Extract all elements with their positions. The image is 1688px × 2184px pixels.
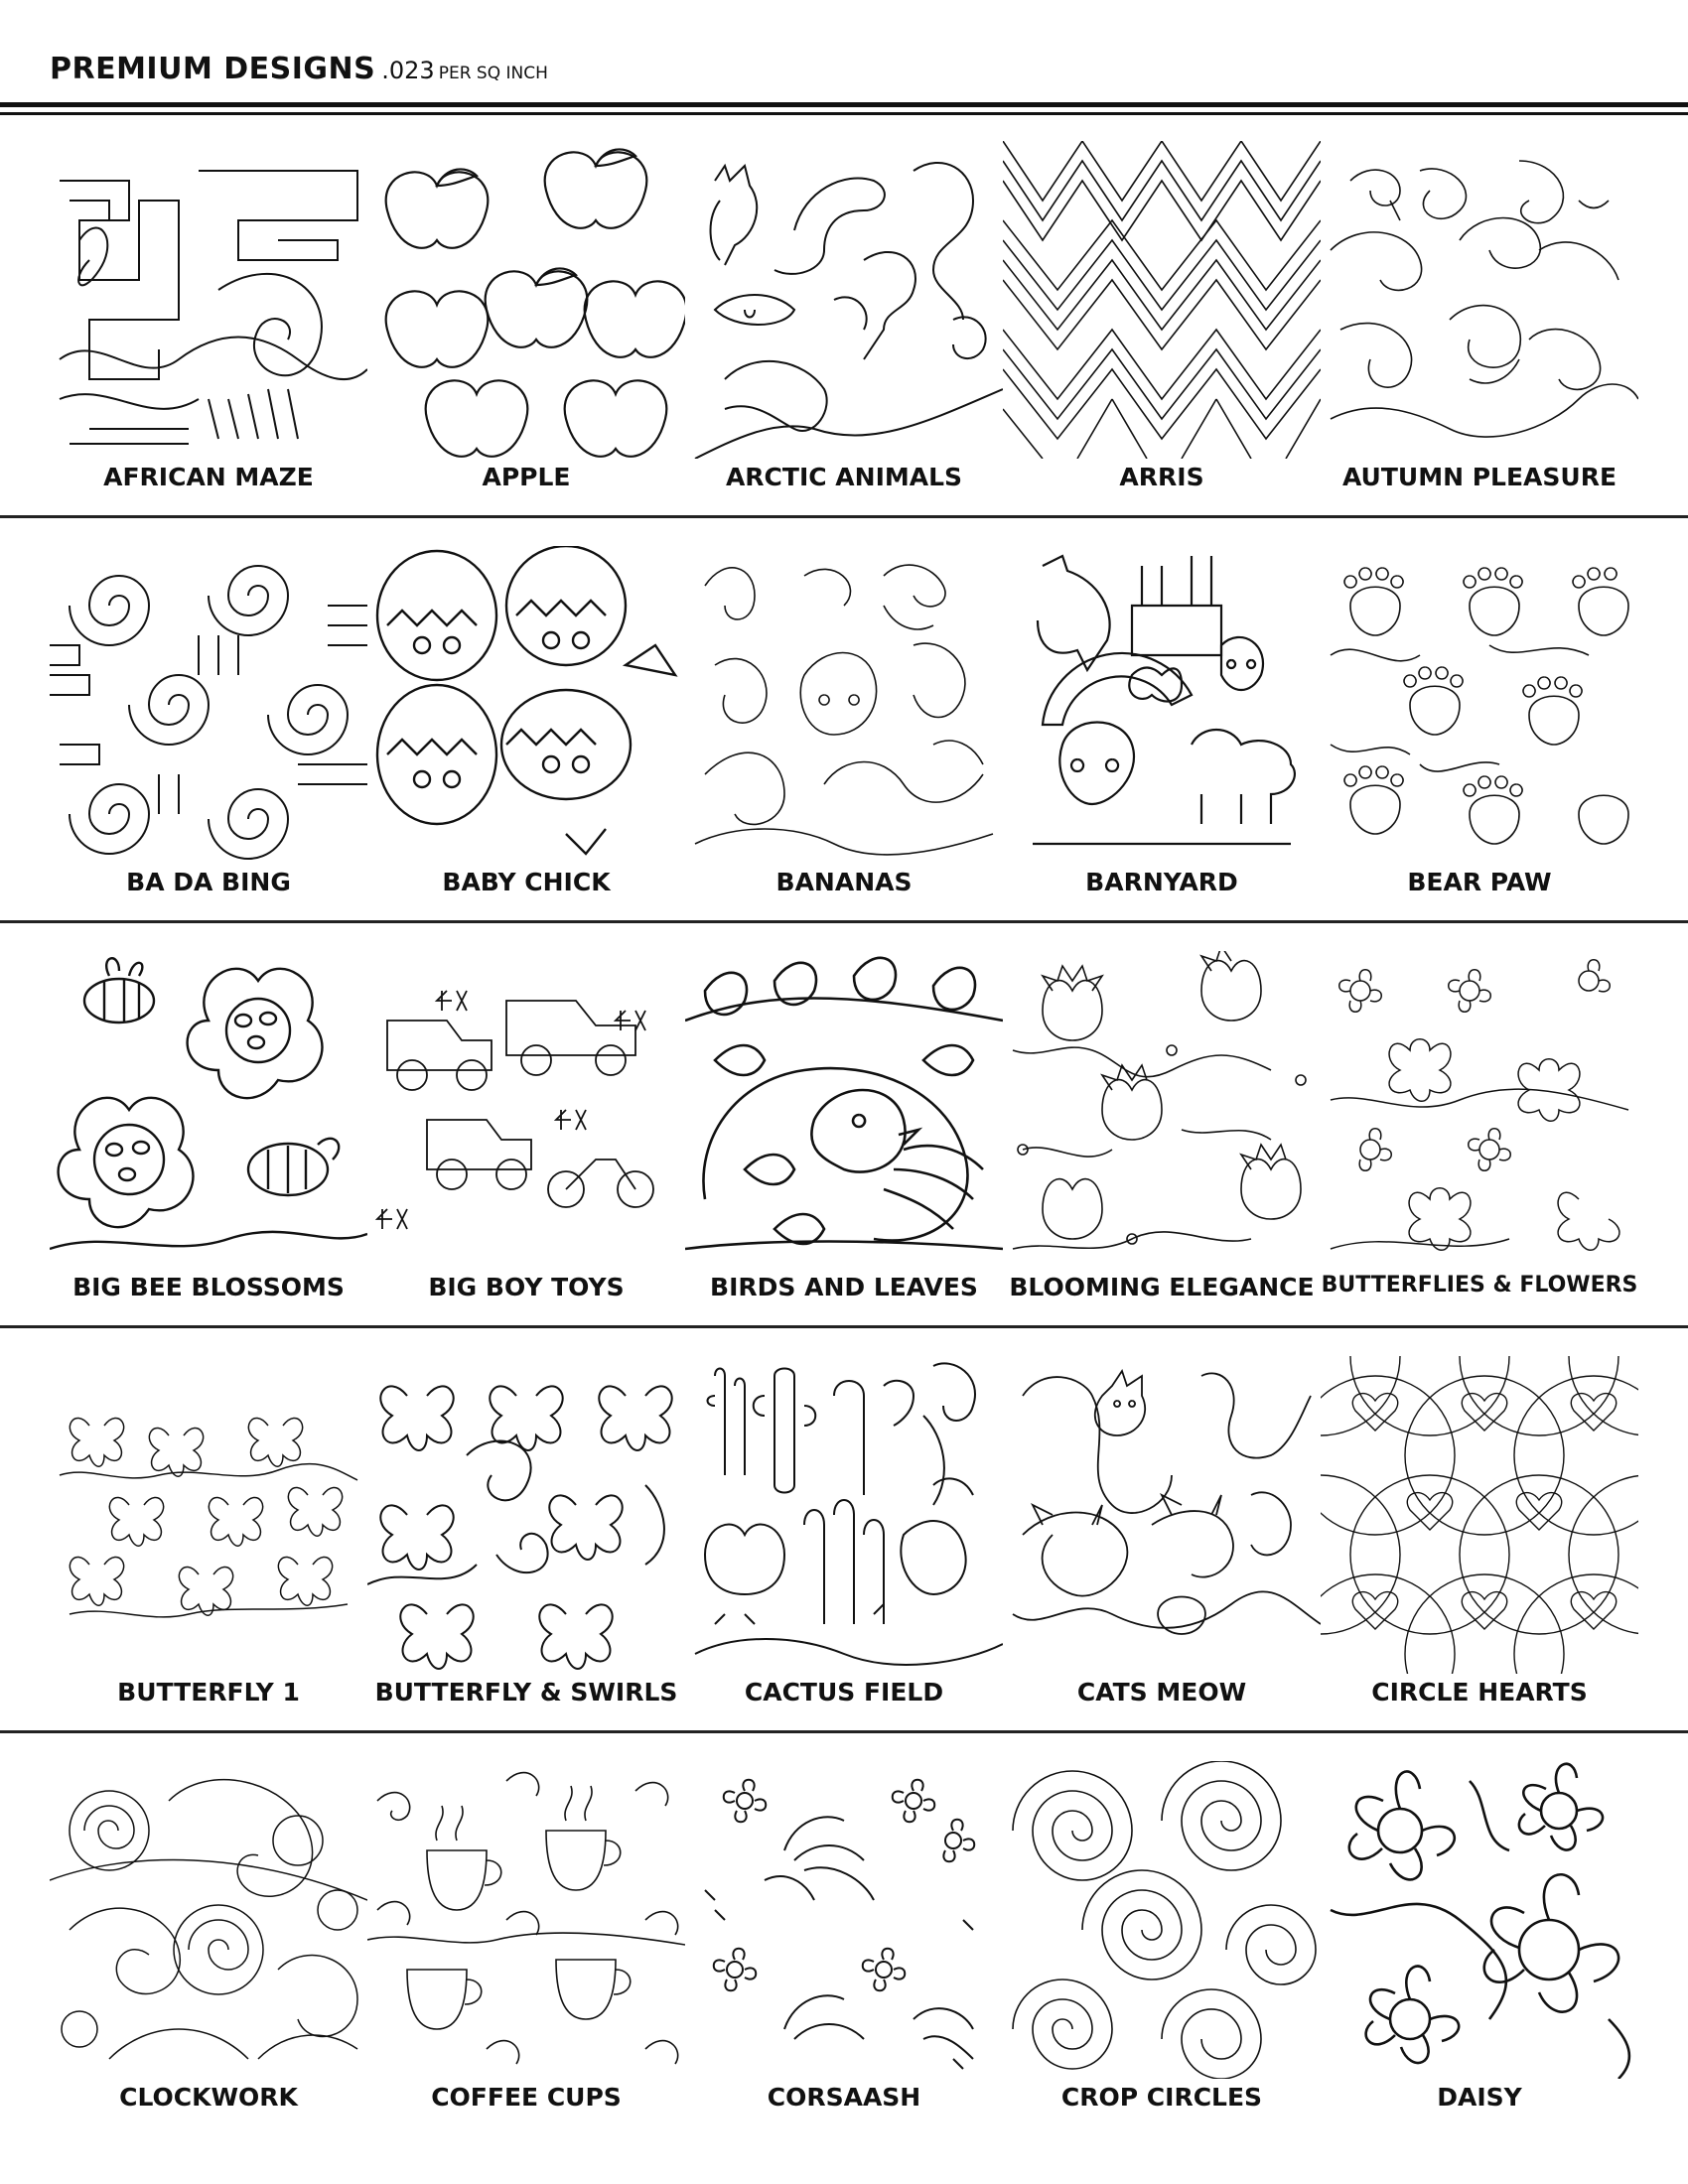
header-rule-thin	[0, 112, 1688, 115]
butterfly-flower-pattern-icon	[1321, 951, 1638, 1269]
flower-corsage-pattern-icon	[685, 1761, 1003, 2079]
design-card[interactable]	[367, 127, 685, 530]
butterfly-swirl-pattern-icon	[367, 1356, 685, 1674]
design-card[interactable]	[367, 937, 685, 1340]
design-name: CORSAASH	[767, 2083, 921, 2112]
design-name: BANANAS	[775, 868, 913, 896]
design-card[interactable]	[50, 1342, 367, 1745]
design-card[interactable]	[1321, 937, 1638, 1340]
design-card[interactable]	[367, 532, 685, 935]
design-card[interactable]	[1003, 1342, 1321, 1745]
row-divider	[0, 1730, 1688, 1733]
price-per-sq-inch: .023	[381, 57, 435, 84]
cactus-pattern-icon	[685, 1356, 1003, 1674]
chick-egg-pattern-icon	[367, 546, 685, 864]
design-card[interactable]	[685, 937, 1003, 1340]
design-card[interactable]	[685, 1747, 1003, 2150]
daisy-pattern-icon	[1321, 1761, 1638, 2079]
design-name: BA DA BING	[126, 868, 291, 896]
design-name: CACTUS FIELD	[744, 1678, 944, 1706]
maze-pattern-icon	[50, 141, 367, 459]
price-unit: PER SQ INCH	[438, 64, 548, 83]
row-divider	[0, 515, 1688, 518]
design-name: AFRICAN MAZE	[103, 463, 314, 491]
design-card[interactable]	[685, 127, 1003, 530]
cat-pattern-icon	[1003, 1356, 1321, 1674]
design-name: BEAR PAW	[1407, 868, 1552, 896]
design-row-3	[0, 937, 1688, 1340]
design-card[interactable]	[50, 937, 367, 1340]
spiral-maze-pattern-icon	[50, 546, 367, 864]
row-divider	[0, 1325, 1688, 1328]
bee-flower-pattern-icon	[50, 951, 367, 1269]
design-card[interactable]	[1321, 532, 1638, 935]
truck-pattern-icon	[367, 951, 685, 1269]
page-title: PREMIUM DESIGNS	[50, 52, 376, 86]
design-card[interactable]	[367, 1747, 685, 2150]
design-card[interactable]	[367, 1342, 685, 1745]
design-name: BIRDS AND LEAVES	[710, 1273, 978, 1301]
design-name: BABY CHICK	[442, 868, 611, 896]
design-name: BIG BEE BLOSSOMS	[72, 1273, 345, 1301]
coffee-cup-pattern-icon	[367, 1761, 685, 2079]
design-card[interactable]	[1003, 532, 1321, 935]
bird-leaves-pattern-icon	[685, 951, 1003, 1269]
page-header	[50, 52, 548, 86]
leaf-swirl-pattern-icon	[1321, 141, 1638, 459]
design-name: DAISY	[1437, 2083, 1522, 2112]
design-name: CROP CIRCLES	[1060, 2083, 1263, 2112]
design-name: CIRCLE HEARTS	[1371, 1678, 1588, 1706]
header-rule-thick	[0, 102, 1688, 107]
crop-circle-pattern-icon	[1003, 1761, 1321, 2079]
design-row-4	[0, 1342, 1688, 1745]
design-card[interactable]	[1321, 127, 1638, 530]
design-row-1	[0, 127, 1688, 530]
butterfly-pattern-icon	[50, 1356, 367, 1674]
design-name: CLOCKWORK	[119, 2083, 298, 2112]
design-name: COFFEE CUPS	[431, 2083, 622, 2112]
design-name: APPLE	[482, 463, 571, 491]
design-card[interactable]	[50, 1747, 367, 2150]
design-name: BUTTERFLIES & FLOWERS	[1321, 1273, 1638, 1297]
design-card[interactable]	[685, 532, 1003, 935]
tulip-pattern-icon	[1003, 951, 1321, 1269]
design-row-5	[0, 1747, 1688, 2150]
design-card[interactable]	[1321, 1342, 1638, 1745]
design-name: BIG BOY TOYS	[428, 1273, 625, 1301]
barnyard-animals-pattern-icon	[1003, 546, 1321, 864]
design-card[interactable]	[1003, 937, 1321, 1340]
row-divider	[0, 920, 1688, 923]
design-card[interactable]	[1321, 1747, 1638, 2150]
swirl-circles-pattern-icon	[50, 1761, 367, 2079]
design-row-2	[0, 532, 1688, 935]
design-name: BARNYARD	[1085, 868, 1238, 896]
paw-print-pattern-icon	[1321, 546, 1638, 864]
design-card[interactable]	[1003, 127, 1321, 530]
design-card[interactable]	[1003, 1747, 1321, 2150]
design-name: ARCTIC ANIMALS	[725, 463, 963, 491]
circle-hearts-pattern-icon	[1321, 1356, 1638, 1674]
zigzag-pattern-icon	[1003, 141, 1321, 459]
design-card[interactable]	[685, 1342, 1003, 1745]
design-name: ARRIS	[1119, 463, 1204, 491]
design-card[interactable]	[50, 532, 367, 935]
apple-pattern-icon	[367, 141, 685, 459]
design-name: BUTTERFLY 1	[117, 1678, 300, 1706]
design-name: CATS MEOW	[1076, 1678, 1247, 1706]
design-name: BUTTERFLY & SWIRLS	[374, 1678, 678, 1706]
monkey-banana-pattern-icon	[685, 546, 1003, 864]
design-card[interactable]	[50, 127, 367, 530]
design-name: BLOOMING ELEGANCE	[1009, 1273, 1315, 1301]
arctic-animals-pattern-icon	[685, 141, 1003, 459]
design-name: AUTUMN PLEASURE	[1341, 463, 1618, 491]
